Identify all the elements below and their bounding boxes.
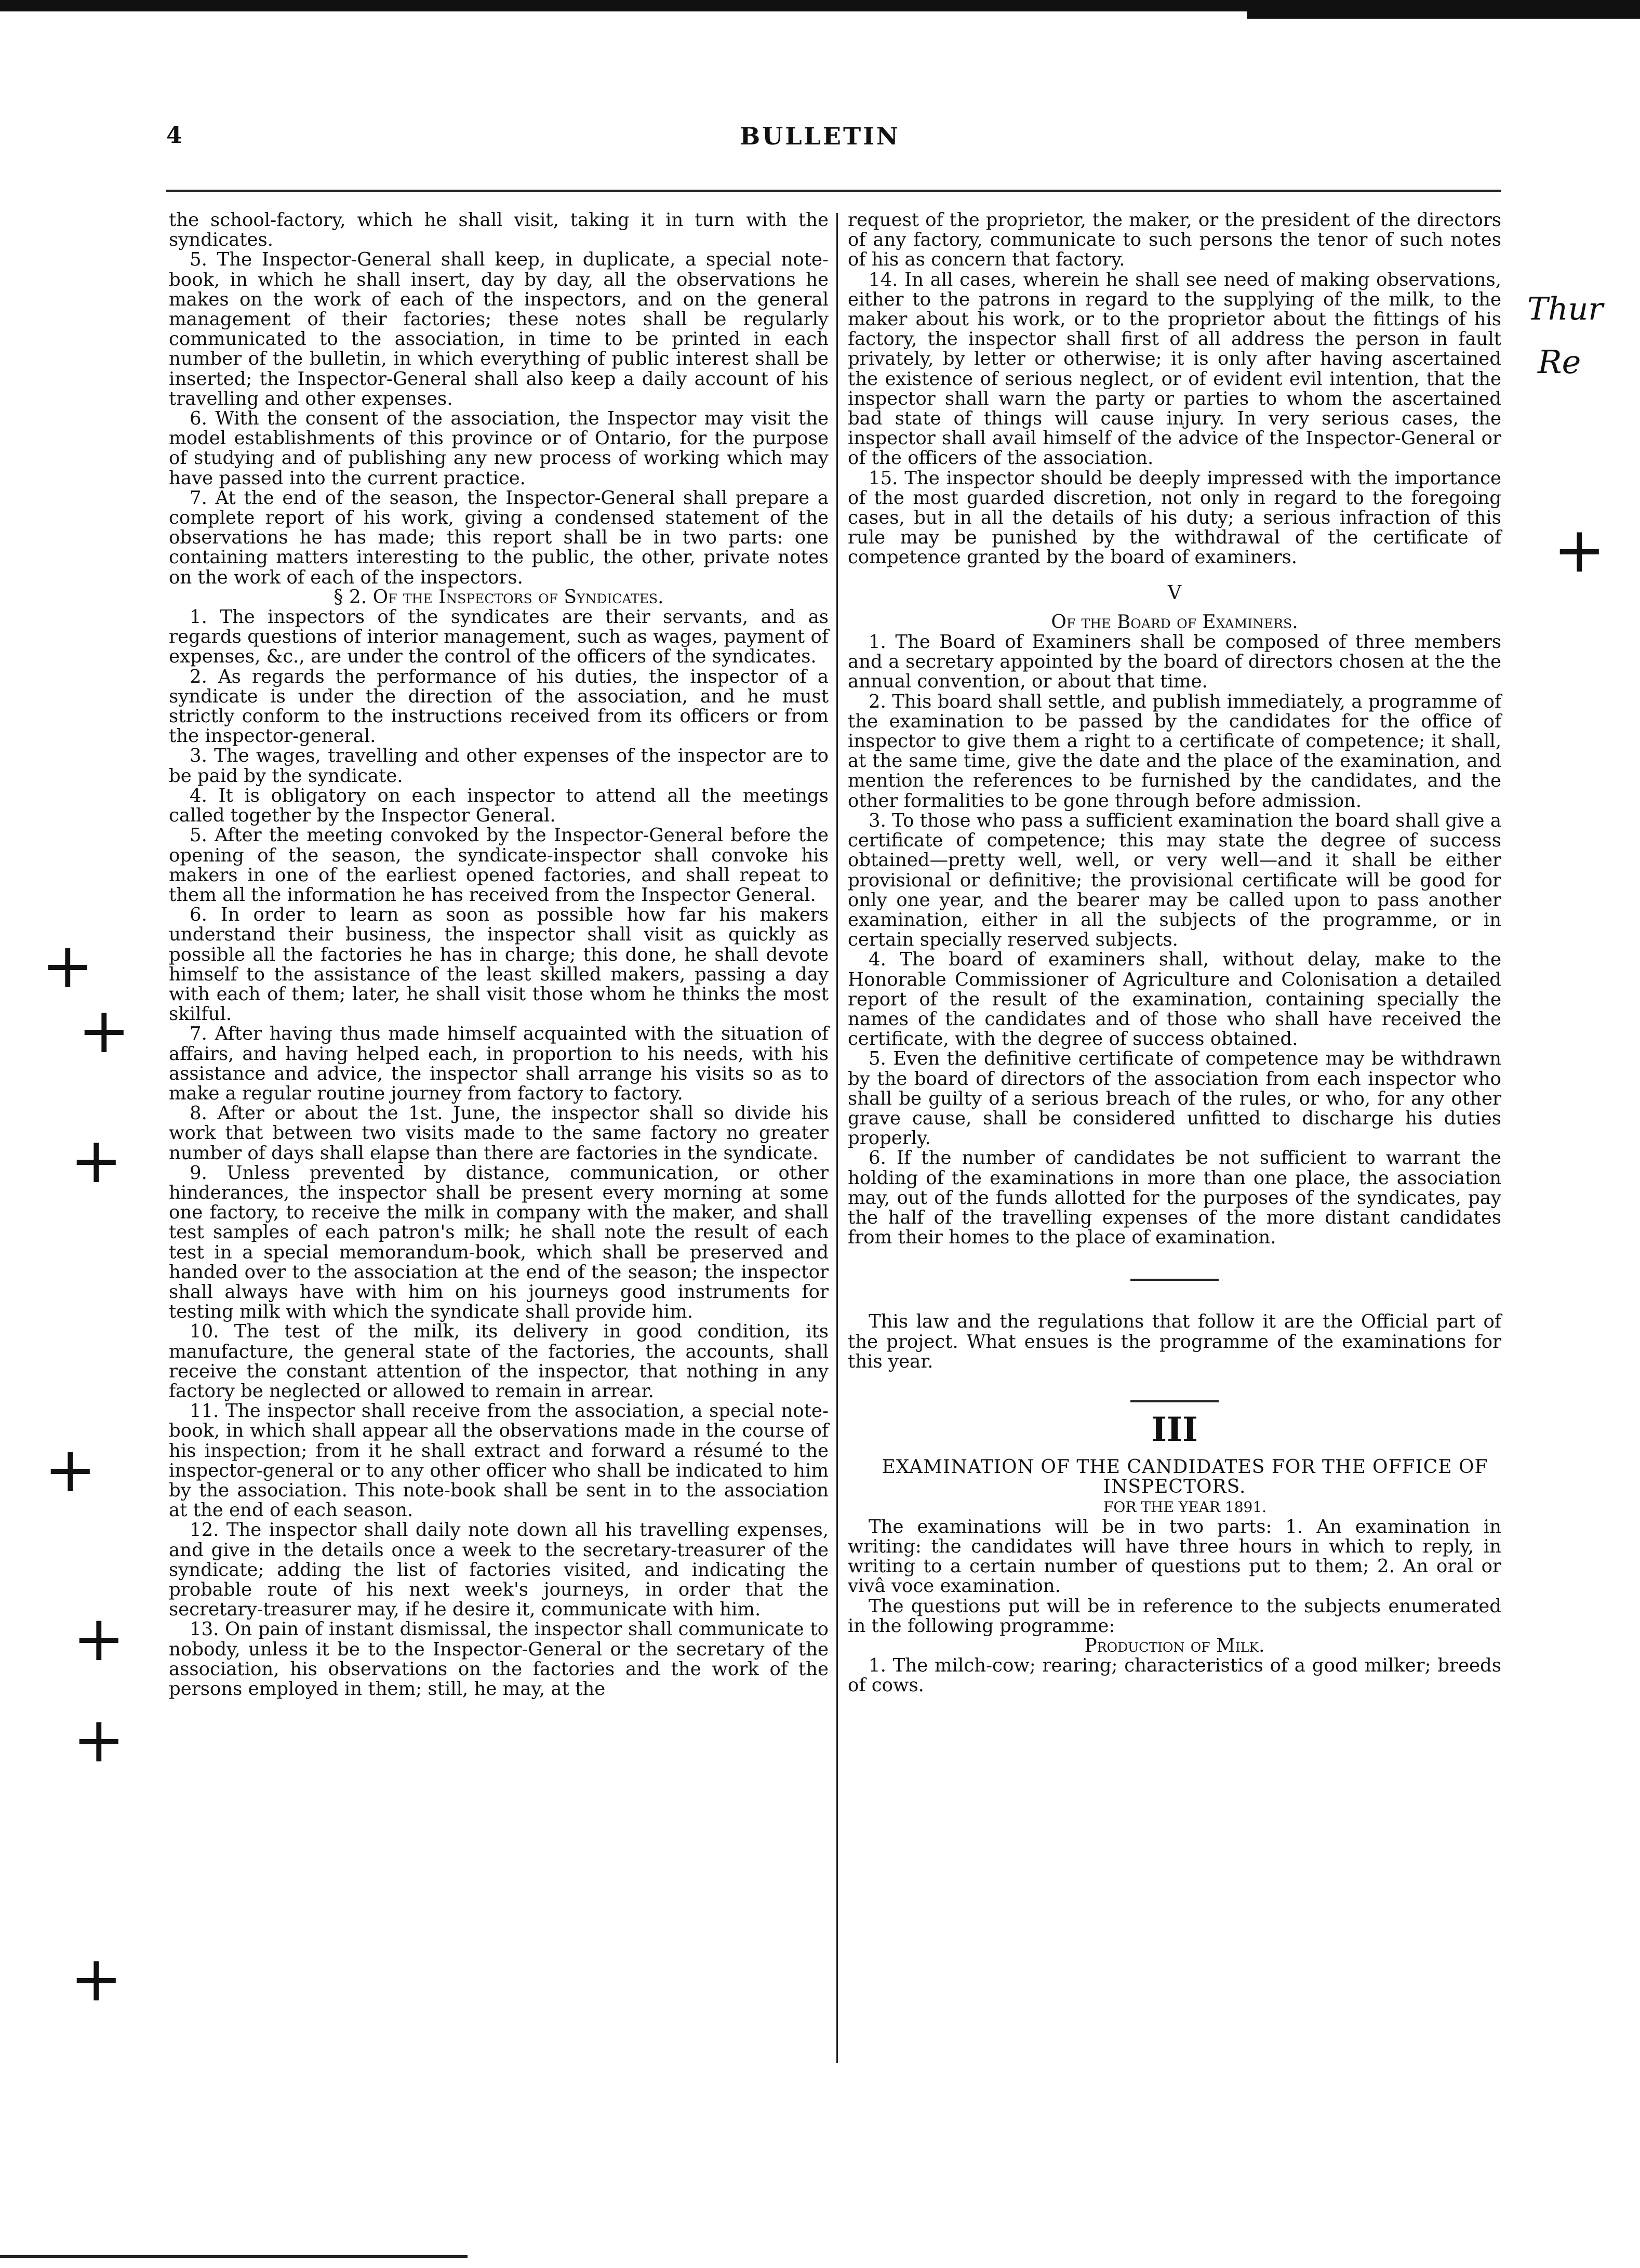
right-column (848, 210, 1501, 1696)
paragraph: 14. In all cases, wherein he shall see need of making observations, either to the patrons in regard to the supplying of the milk, to the maker about his work, or to the proprietor about the fittings of his factory, the inspector shall first of all address the person in fault privately, by letter or otherwise; it is only after having ascertained the existence of serious neglect, or of evident evil intention, that the inspector shall warn the party or parties to whom the ascertained bad state of things will cause injury. In very serious cases, the inspector shall avail himself of the advice of the Inspector-General or of the officers of the association. (848, 269, 1501, 469)
paragraph: 7. After having thus made himself acquainted with the situation of affairs, and having helped each, in proportion to his needs, with his assistance and advice, the inspector shall arrange his visits so as to make a regular routine journey from factory to factory. (169, 1023, 829, 1104)
paragraph: 6. With the consent of the association, the Inspector may visit the model establishments of this province or of Ontario, for the purpose of studying and of publishing any new process of working which may have passed into the current practice. (169, 408, 829, 489)
exam-year: FOR THE YEAR 1891. (1103, 1498, 1267, 1516)
page-number: 4 (166, 122, 182, 149)
paragraph: 4. The board of examiners shall, without delay, make to the Honorable Commissioner of Agriculture and Colonisation a detailed report of the result of the examination, containing specially the names of the candidates and of those who shall have received the certificate, with the degree of success obtained. (848, 949, 1501, 1050)
margin-cross-mark: + (44, 1434, 97, 1506)
paragraph: 6. In order to learn as soon as possible how far his makers understand their business, the inspector shall visit as quickly as possible all the factories he has in charge; this done, he shall devote himself to the assistance of the least skilled makers, passing a day with each of them; later, he shall visit those whom he thinks the most skilful. (169, 904, 829, 1025)
margin-cross-mark: + (70, 1125, 123, 1197)
margin-cross-mark: + (73, 1603, 125, 1675)
exam-title: EXAMINATION OF THE CANDIDATES FOR THE OFFICE OF INSPECTORS. (882, 1456, 1488, 1498)
board-heading: Of the Board of Examiners. (1051, 611, 1298, 633)
section-number-v: V (1168, 582, 1181, 604)
running-head: BULLETIN (740, 122, 900, 150)
paragraph: The examinations will be in two parts: 1. An examination in writing: the candidates will have three hours in which to reply, in writing to a certain number of questions put to them; 2. An oral or vivâ voce examination. (848, 1516, 1501, 1597)
margin-scribble: Re (1538, 343, 1581, 381)
paragraph: 11. The inspector shall receive from the association, a special note-book, in which shall appear all the observations made in the course of his inspection; from it he shall extract and forward a résumé to the inspector-general or to any other officer who shall be indicated to him by the association. This note-book shall be sent in to the association at the end of each season. (169, 1400, 829, 1521)
paragraph: 2. As regards the performance of his duties, the inspector of a syndicate is under the direction of the association, and he must strictly conform to the instructions received from its officers or from the inspector-general. (169, 666, 829, 747)
scan-top-edge-right (1247, 11, 1640, 19)
paragraph: request of the proprietor, the maker, or the president of the directors of any factory, communicate to such persons the tenor of such notes of his as concern that factory. (848, 209, 1501, 271)
paragraph: 5. Even the definitive certificate of competence may be withdrawn by the board of directors of the association from each inspector who shall be guilty of a serious breach of the rules, or who, for any other grave cause, shall be considered unfitted to discharge his duties properly. (848, 1048, 1501, 1149)
paragraph: 15. The inspector should be deeply impressed with the importance of the most guarded discretion, not only in regard to the foregoing cases, but in all the details of his duty; a serious infraction of this rule may be punished by the withdrawal of the certificate of competence granted by the board of examiners. (848, 467, 1501, 568)
paragraph: 10. The test of the milk, its delivery in good condition, its manufacture, the general state of the factories, the accounts, shall receive the constant attention of the inspector, that nothing in any factory be neglected or allowed to remain in arrear. (169, 1321, 829, 1402)
section-number-iii: III (1151, 1410, 1198, 1449)
margin-cross-mark: + (78, 995, 130, 1067)
paragraph: 9. Unless prevented by distance, communication, or other hinderances, the inspector shall be present every morning at some one factory, to receive the milk in company with the maker, and shall test samples of each patron's milk; he shall note the result of each test in a special memorandum-book, which shall be preserved and handed over to the association at the end of the season; the inspector shall always have with him on his journeys good instruments for testing milk with which the syndicate shall provide him. (169, 1162, 829, 1323)
paragraph: 8. After or about the 1st. June, the inspector shall so divide his work that between two visits made to the same factory no greater number of days shall elapse than there are factories in the syndicate. (169, 1103, 829, 1164)
paragraph: 3. To those who pass a sufficient examination the board shall give a certificate of competence; this may state the degree of success obtained—pretty well, well, or very well—and it shall be either provisional or definitive; the provisional certificate will be good for only one year, and the bearer may be called upon to pass another examination, either in all the subjects of the programme, or in certain specially reserved subjects. (848, 810, 1501, 951)
scan-top-edge (0, 0, 1640, 11)
paragraph: 5. The Inspector-General shall keep, in duplicate, a special note-book, in which he shall insert, day by day, all the observations he makes on the work of each of the inspectors, and on the general management of their factories; these notes shall be regularly communicated to the association, in time to be printed in each number of the bulletin, in which everything of public interest shall be inserted; the Inspector-General shall also keep a daily account of his travelling and other expenses. (169, 249, 829, 409)
margin-scribble: Thur (1527, 291, 1603, 327)
production-heading: Production of Milk. (1084, 1635, 1265, 1656)
paragraph: 1. The inspectors of the syndicates are their servants, and as regards questions of interior management, such as wages, payment of expenses, &c., are under the control of the officers of the syndicates. (169, 606, 829, 668)
paragraph: 12. The inspector shall daily note down all his travelling expenses, and give in the details once a week to the secretary-treasurer of the syndicate; adding the list of factories visited, and indicating the probable route of his next week's journeys, in order that the secretary-treasurer may, if he desire it, communicate with him. (169, 1519, 829, 1621)
margin-cross-mark: + (70, 1943, 123, 2015)
page-header (0, 122, 1640, 164)
paragraph: 4. It is obligatory on each inspector to attend all the meetings called together by the Inspector General. (169, 785, 829, 827)
paragraph: 1. The Board of Examiners shall be composed of three members and a secretary appointed by the board of directors chosen at the the annual convention, or about that time. (848, 631, 1501, 693)
paragraph: The questions put will be in reference to the subjects enumerated in the following programme: (848, 1595, 1501, 1637)
paragraph: 7. At the end of the season, the Inspector-General shall prepare a complete report of his work, giving a condensed statement of the observations he has made; this report shall be in two parts: one containing matters interesting to the public, the other, private notes on the work of each of the inspectors. (169, 487, 829, 588)
paragraph: the school-factory, which he shall visit, taking it in turn with the syndicates. (169, 209, 829, 251)
left-column (169, 210, 829, 1699)
section-heading: § 2. Of the Inspectors of Syndicates. (334, 586, 664, 608)
paragraph: 2. This board shall settle, and publish immediately, a programme of the examination to be passed by the candidates for the office of inspector to give them a right to a certificate of competence; it shall, at the same time, give the date and the place of the examination, and mention the references to be furnished by the candidates, and the other formalities to be gone through before admission. (848, 691, 1501, 812)
paragraph: 13. On pain of instant dismissal, the inspector shall communicate to nobody, unless it be to the Inspector-General or the secretary of the association, his observations on the factories and the work of the persons employed in them; still, he may, at the (169, 1619, 829, 1700)
paragraph: 1. The milch-cow; rearing; characteristics of a good milker; breeds of cows. (848, 1655, 1501, 1696)
paragraph: 5. After the meeting convoked by the Inspector-General before the opening of the season, the syndicate-inspector shall convoke his makers in one of the earliest opened factories, and shall repeat to them all the information he has received from the Inspector General. (169, 825, 829, 906)
column-divider (836, 213, 838, 2063)
scan-bottom-edge (0, 2255, 468, 2258)
official-note: This law and the regulations that follow it are the Official part of the project. What ensues is the programme of the examinations for this year. (848, 1311, 1501, 1372)
paragraph: 6. If the number of candidates be not sufficient to warrant the holding of the examinations in more than one place, the association may, out of the funds allotted for the purposes of the syndicates, pay the half of the travelling expenses of the more distant candidates from their homes to the place of examination. (848, 1147, 1501, 1249)
margin-cross-mark: + (42, 930, 94, 1002)
separator-rule (1130, 1400, 1219, 1402)
margin-cross-mark: + (1553, 514, 1606, 587)
header-rule (166, 190, 1501, 192)
margin-cross-mark: + (73, 1704, 125, 1776)
paragraph: 3. The wages, travelling and other expenses of the inspector are to be paid by the syndicate. (169, 745, 829, 787)
